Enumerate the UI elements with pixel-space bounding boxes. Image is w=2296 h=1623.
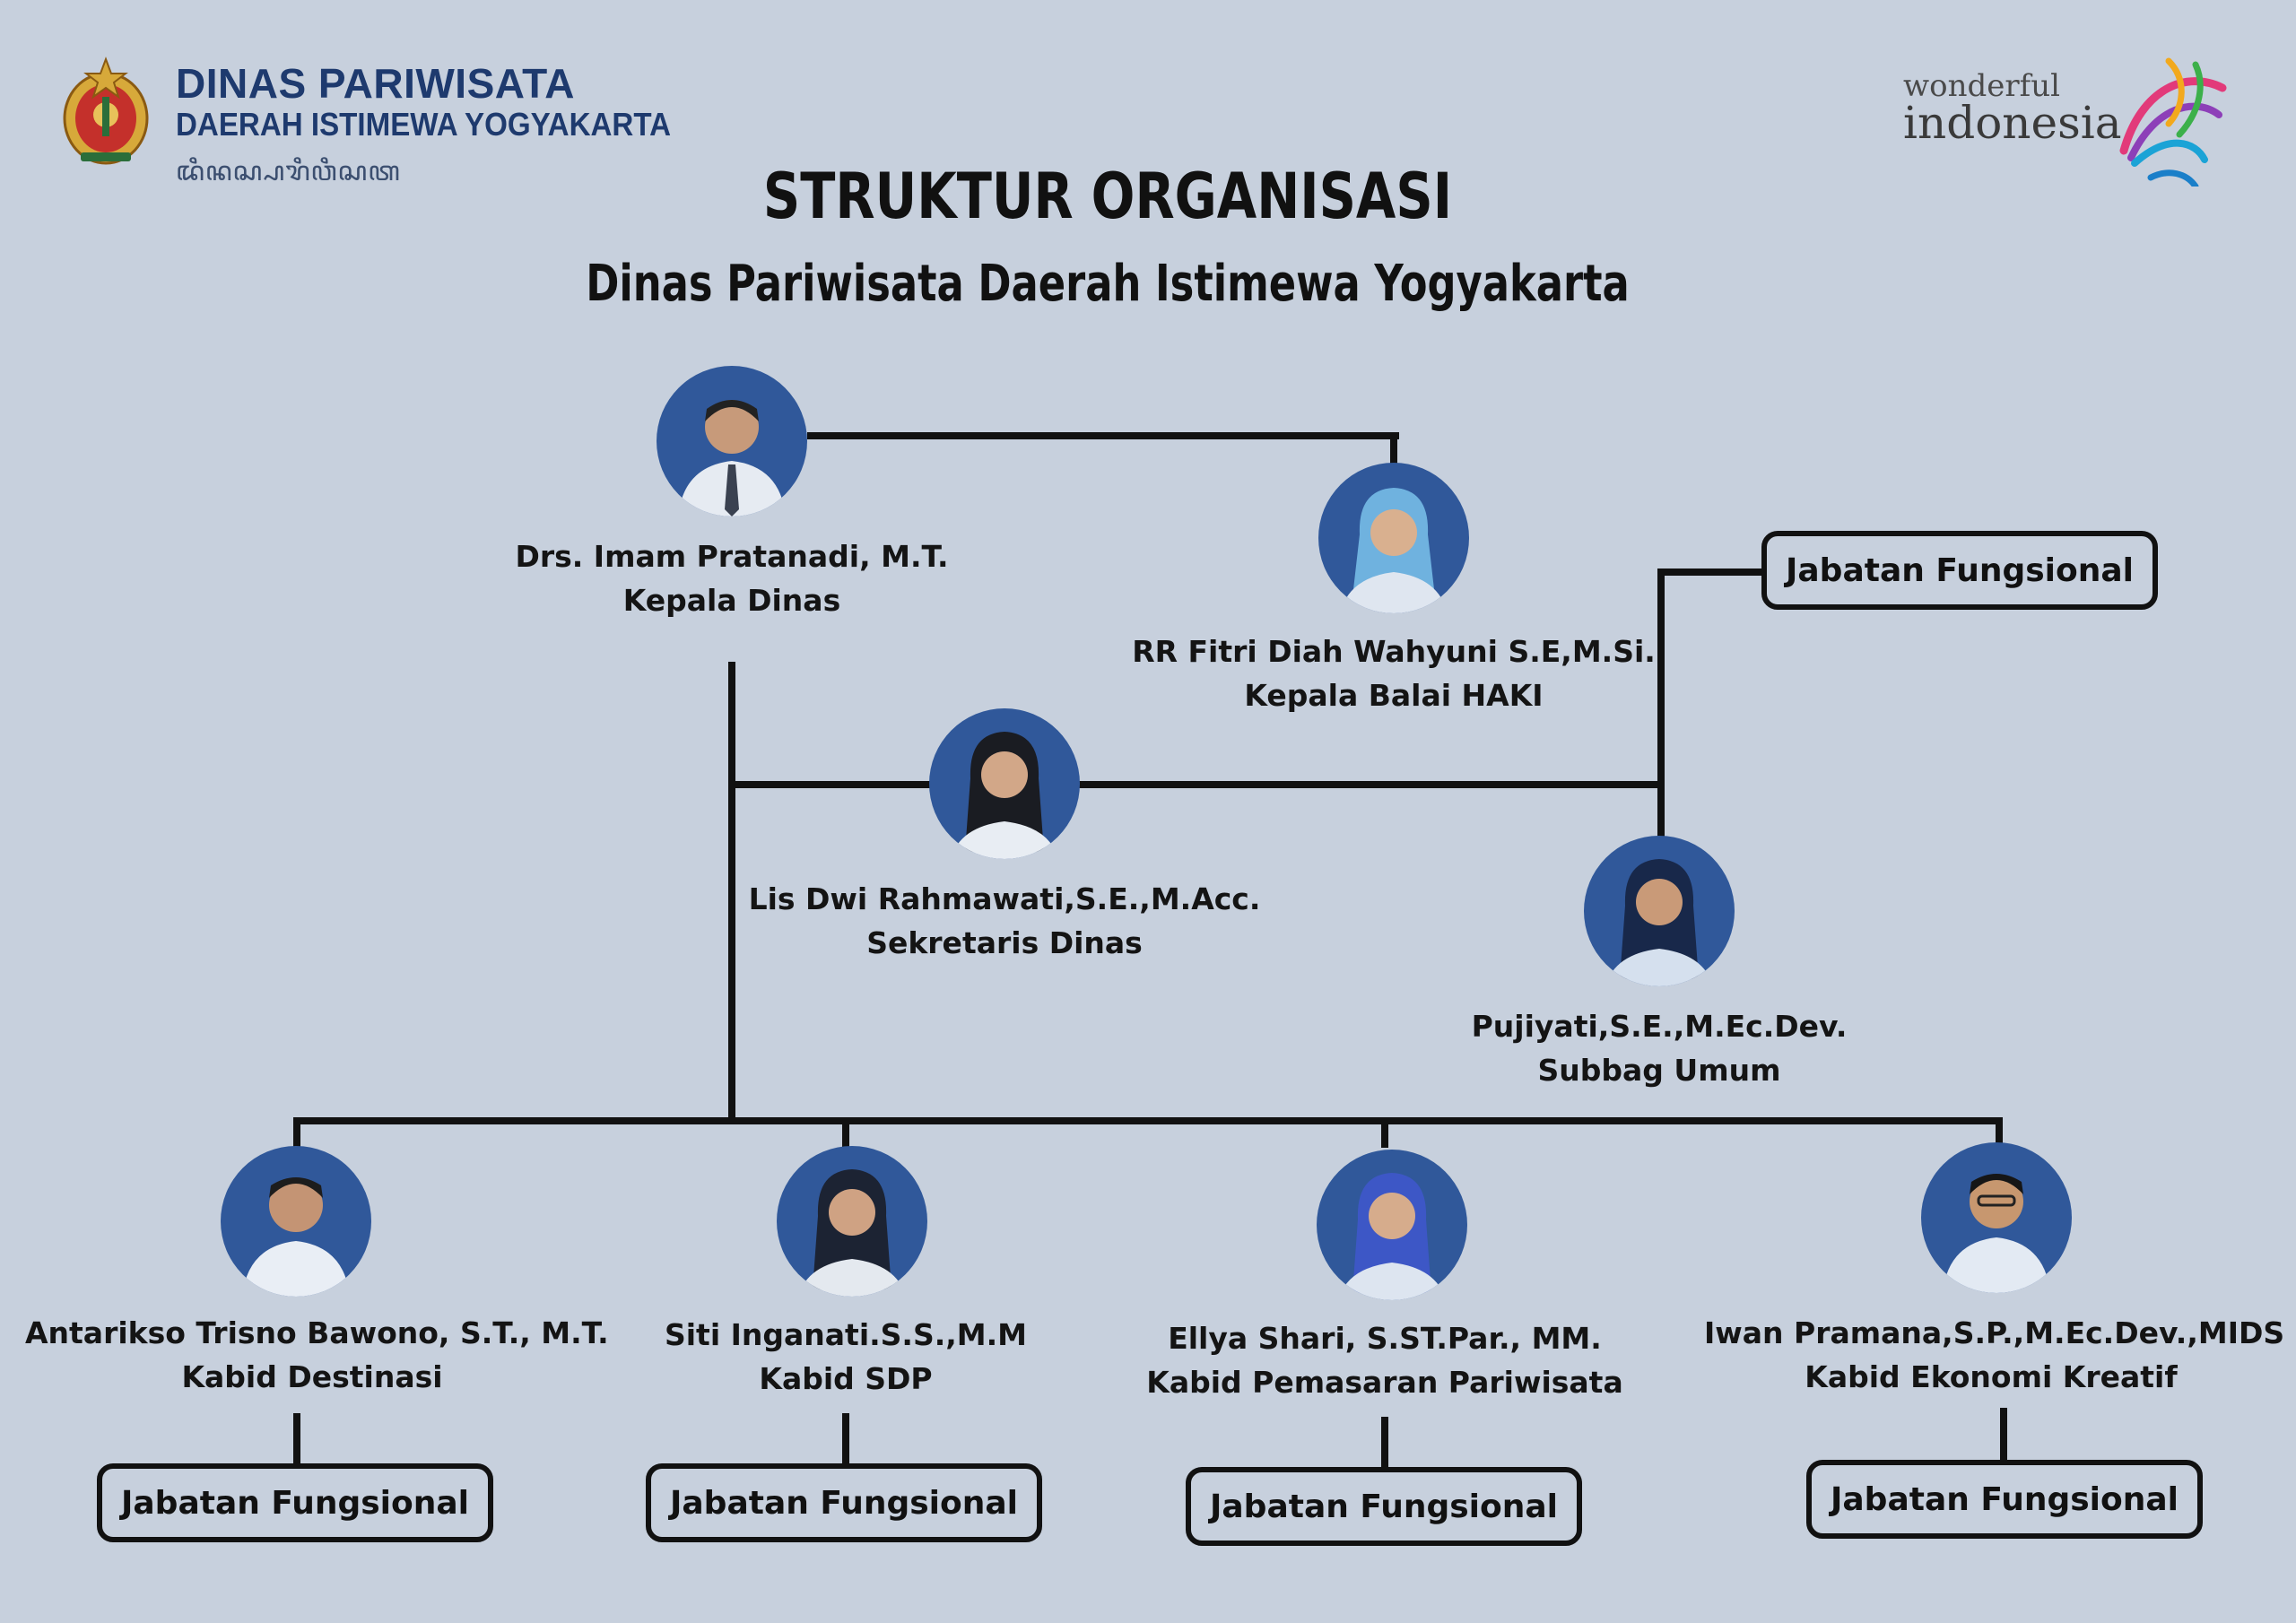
- label-subbag-umum: [1390, 1004, 1928, 1092]
- functional-box-sdp: Jabatan Fungsional: [646, 1463, 1042, 1542]
- person-portrait-icon: [1584, 836, 1735, 986]
- person-role: Kabid SDP: [759, 1361, 933, 1396]
- org-name-script: ꦢꦶꦤꦱ꧀ꦥꦫꦶꦮꦶꦱꦠ: [176, 156, 401, 187]
- connector-box-2: [842, 1413, 849, 1465]
- label-kepala-dinas: [463, 534, 1001, 622]
- org-name-line1: DINAS PARIWISATA: [176, 60, 575, 107]
- functional-box-ekraf: Jabatan Fungsional: [1806, 1460, 2203, 1539]
- person-name: Iwan Pramana,S.P.,M.Ec.Dev.,MIDS: [1704, 1315, 2285, 1350]
- person-role: Kepala Dinas: [622, 583, 841, 618]
- person-portrait-icon: [657, 366, 807, 516]
- person-portrait-icon: [1318, 463, 1469, 613]
- brand-indonesia-text: indonesia: [1903, 97, 2122, 149]
- person-role: Kabid Pemasaran Pariwisata: [1146, 1365, 1623, 1400]
- connector-haki-drop: [1390, 432, 1397, 464]
- portrait-kabid-sdp: [777, 1146, 927, 1297]
- person-name: RR Fitri Diah Wahyuni S.E,M.Si.: [1132, 634, 1656, 669]
- page-subtitle: Dinas Pariwisata Daerah Istimewa Yogyakarta: [586, 255, 1630, 313]
- person-name: Siti Inganati.S.S.,M.M: [664, 1317, 1028, 1352]
- person-role: Sekretaris Dinas: [866, 925, 1143, 960]
- person-name: Drs. Imam Pratanadi, M.T.: [515, 539, 949, 574]
- label-kabid-ekraf: [1704, 1311, 2285, 1399]
- functional-box-sekretariat: Jabatan Fungsional: [1761, 531, 2158, 610]
- label-kabid-pemasaran: [1116, 1316, 1654, 1404]
- connector-drop-3: [1381, 1117, 1388, 1148]
- connector-bottom-row: [293, 1117, 2003, 1124]
- person-portrait-icon: [929, 708, 1080, 859]
- label-balai-haki: [1080, 629, 1708, 717]
- label-kabid-sdp: [599, 1313, 1092, 1401]
- person-portrait-icon: [1921, 1142, 2072, 1293]
- connector-kepala-haki: [807, 432, 1399, 439]
- person-name: Ellya Shari, S.ST.Par., MM.: [1168, 1321, 1602, 1356]
- functional-box-pemasaran: Jabatan Fungsional: [1186, 1467, 1582, 1546]
- person-role: Kepala Balai HAKI: [1244, 678, 1544, 713]
- connector-jabatan-top: [1657, 568, 1763, 576]
- portrait-sekretaris: [929, 708, 1080, 859]
- person-role: Kabid Destinasi: [181, 1359, 443, 1394]
- connector-box-4: [2000, 1408, 2007, 1462]
- org-name-line2: DAERAH ISTIMEWA YOGYAKARTA: [176, 106, 672, 143]
- functional-box-destinasi: Jabatan Fungsional: [97, 1463, 493, 1542]
- connector-box-1: [293, 1413, 300, 1465]
- person-portrait-icon: [1317, 1150, 1467, 1300]
- person-name: Lis Dwi Rahmawati,S.E.,M.Acc.: [748, 881, 1261, 916]
- person-name: Pujiyati,S.E.,M.Ec.Dev.: [1471, 1009, 1848, 1044]
- portrait-balai-haki: [1318, 463, 1469, 613]
- portrait-kabid-pemasaran: [1317, 1150, 1467, 1300]
- portrait-kabid-ekraf: [1921, 1142, 2072, 1293]
- person-portrait-icon: [777, 1146, 927, 1297]
- connector-drop-4: [1996, 1117, 2003, 1144]
- connector-drop-1: [293, 1117, 300, 1150]
- province-emblem-icon: [61, 56, 151, 167]
- person-role: Subbag Umum: [1537, 1053, 1781, 1088]
- person-name: Antarikso Trisno Bawono, S.T., M.T.: [25, 1315, 609, 1350]
- person-portrait-icon: [221, 1146, 371, 1297]
- page-title: STRUKTUR ORGANISASI: [762, 160, 1453, 233]
- connector-sekretaris-row: [728, 781, 1665, 788]
- connector-box-3: [1381, 1417, 1388, 1469]
- portrait-subbag-umum: [1584, 836, 1735, 986]
- brand-wonderful-text: wonderful: [1903, 68, 2060, 104]
- label-kabid-destinasi: [25, 1311, 609, 1399]
- portrait-kabid-destinasi: [221, 1146, 371, 1297]
- person-role: Kabid Ekonomi Kreatif: [1805, 1359, 2178, 1394]
- connector-drop-2: [842, 1117, 849, 1148]
- label-sekretaris: [691, 877, 1318, 965]
- portrait-kepala-dinas: [657, 366, 807, 516]
